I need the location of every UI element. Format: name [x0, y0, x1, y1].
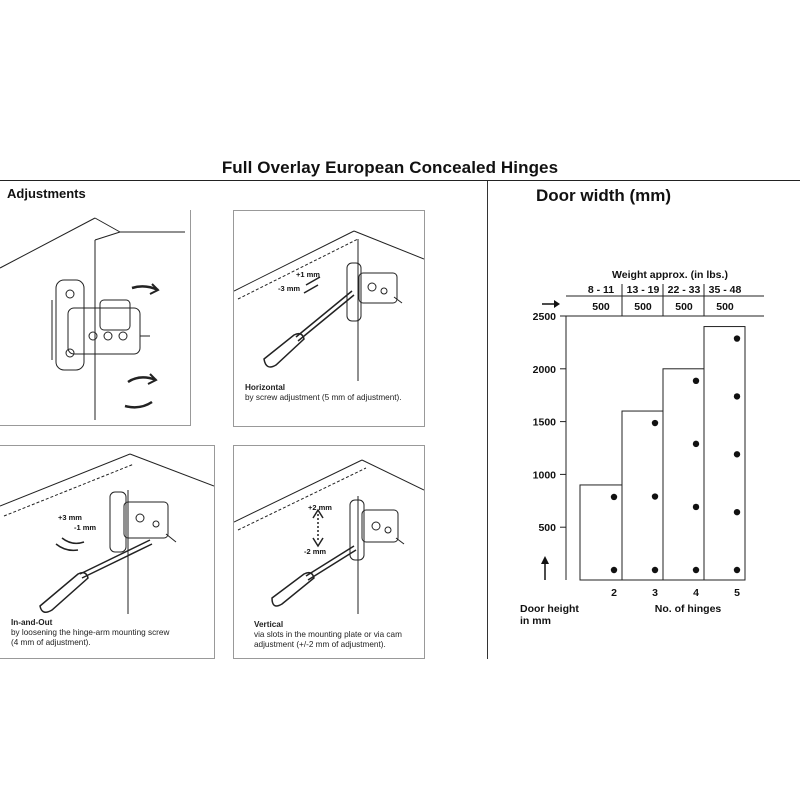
- y-tick-label: 2000: [532, 363, 556, 376]
- in-out-adjustment-illustration: [0, 446, 214, 614]
- horizontal-caption: [245, 383, 402, 403]
- vertical-adjustment-panel: [233, 445, 425, 659]
- hinge-count-label: 5: [734, 587, 740, 599]
- horizontal-adjustment-panel: [233, 210, 425, 427]
- adjustments-heading: Adjustments: [7, 186, 86, 201]
- horizontal-description: by screw adjustment (5 mm of adjustment).: [245, 393, 402, 402]
- hinge-position-dot: [652, 420, 658, 426]
- x-axis-title: No. of hinges: [654, 603, 722, 615]
- y-tick-label: 500: [538, 522, 556, 535]
- weight-range-label: 22 - 33: [667, 284, 701, 296]
- weight-range-label: 35 - 48: [708, 284, 742, 296]
- hinge-count-label: 4: [693, 587, 699, 599]
- door-width-label: 500: [634, 301, 652, 313]
- in-out-plus-label: +3 mm: [58, 513, 82, 522]
- hinge-position-dot: [734, 335, 740, 341]
- vertical-description-1: via slots in the mounting plate or via cam: [254, 630, 402, 639]
- hinge-position-dot: [734, 567, 740, 573]
- vertical-minus-label: -2 mm: [304, 547, 327, 556]
- hinge-position-dot: [734, 451, 740, 457]
- horizontal-label: Horizontal: [245, 383, 286, 392]
- vertical-plus-label: +2 mm: [308, 503, 332, 512]
- section-divider: [487, 181, 488, 659]
- hinge-overview-illustration: [0, 210, 190, 425]
- hinge-position-dot: [611, 494, 617, 500]
- in-out-label: In-and-Out: [11, 618, 53, 627]
- hinge-position-dot: [693, 567, 699, 573]
- vertical-adjustment-illustration: [234, 446, 424, 614]
- hinge-position-dot: [693, 504, 699, 510]
- hinge-position-dot: [693, 441, 699, 447]
- weight-axis-title: Weight approx. (in lbs.): [612, 269, 728, 281]
- hinge-position-dot: [734, 509, 740, 515]
- overview-panel: [0, 210, 191, 426]
- y-axis-title-2: in mm: [520, 615, 551, 627]
- width-arrowhead-icon: [554, 300, 560, 308]
- height-arrowhead-icon: [541, 556, 549, 564]
- page-title: Full Overlay European Concealed Hinges: [221, 158, 559, 177]
- in-out-adjustment-panel: [0, 445, 215, 659]
- hinge-position-dot: [734, 393, 740, 399]
- weight-range-label: 13 - 19: [626, 284, 660, 296]
- hinge-position-dot: [652, 493, 658, 499]
- hinge-count-label: 2: [611, 587, 617, 599]
- door-width-label: 500: [592, 301, 610, 313]
- y-tick-label: 1500: [532, 416, 556, 429]
- y-tick-label: 1000: [532, 469, 556, 482]
- door-size-bar: [663, 369, 704, 580]
- horizontal-plus-label: +1 mm: [296, 270, 320, 279]
- weight-range-label: 8 - 11: [587, 284, 615, 296]
- vertical-description-2: adjustment (+/-2 mm of adjustment).: [254, 640, 386, 649]
- vertical-caption: [254, 620, 402, 650]
- in-out-description-1: by loosening the hinge-arm mounting screw: [11, 628, 170, 637]
- door-width-label: 500: [675, 301, 693, 313]
- hinge-position-dot: [611, 567, 617, 573]
- in-out-minus-label: -1 mm: [74, 523, 97, 532]
- hinge-chart: [490, 260, 800, 640]
- horizontal-adjustment-illustration: [234, 211, 424, 381]
- door-width-heading: Door width (mm): [536, 186, 672, 205]
- hinge-position-dot: [693, 378, 699, 384]
- in-out-caption: [11, 618, 169, 648]
- title-divider: [0, 180, 800, 181]
- hinge-count-label: 3: [652, 587, 658, 599]
- y-axis-title-1: Door height: [520, 603, 579, 615]
- in-out-description-2: (4 mm of adjustment).: [11, 638, 91, 647]
- y-tick-label: 2500: [532, 311, 556, 323]
- door-width-label: 500: [716, 301, 734, 313]
- hinge-position-dot: [652, 567, 658, 573]
- vertical-label: Vertical: [254, 620, 284, 629]
- horizontal-minus-label: -3 mm: [278, 284, 301, 293]
